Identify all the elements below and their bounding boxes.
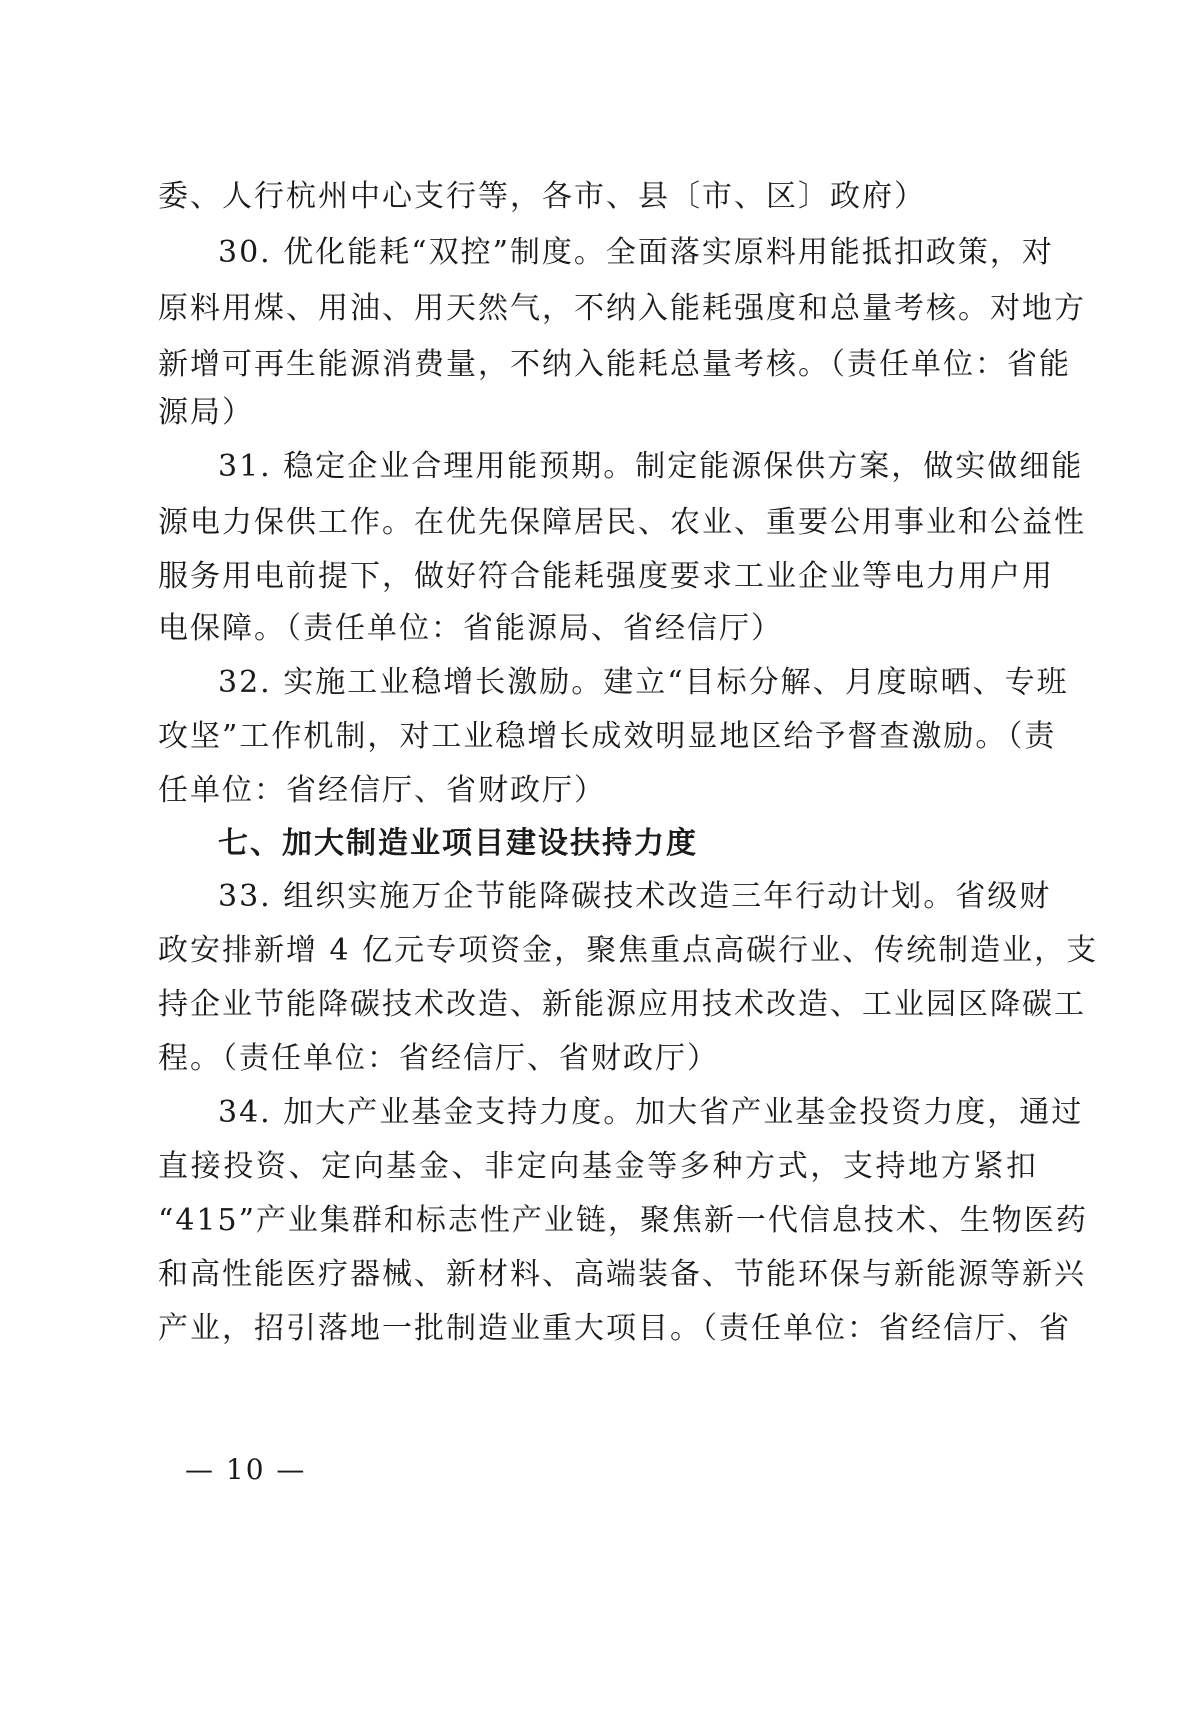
item-32-title-line: 32. 实施工业稳增长激励。建立“目标分解、月度晾晒、专班 [218, 665, 1069, 700]
page-number: — 10 — [185, 1453, 307, 1486]
text-line: 源局） [158, 395, 254, 430]
text-line: 政安排新增 4 亿元专项资金，聚焦重点高碳行业、传统制造业，支 [158, 933, 1099, 968]
text-line: 新增可再生能源消费量，不纳入能耗总量考核。（责任单位：省能 [158, 347, 1071, 382]
text-line: 委、人行杭州中心支行等，各市、县〔市、区〕政府） [158, 179, 926, 214]
item-33-title-line: 33. 组织实施万企节能降碳技术改造三年行动计划。省级财 [218, 879, 1052, 914]
text-line: 和高性能医疗器械、新材料、高端装备、节能环保与新能源等新兴 [158, 1257, 1086, 1292]
text-line: 任单位：省经信厅、省财政厅） [158, 773, 606, 808]
text-line: 产业，招引落地一批制造业重大项目。（责任单位：省经信厅、省 [158, 1311, 1071, 1346]
text-line: 持企业节能降碳技术改造、新能源应用技术改造、工业园区降碳工 [158, 987, 1086, 1022]
text-line: 源电力保供工作。在优先保障居民、农业、重要公用事业和公益性 [158, 505, 1086, 540]
section-heading: 七、加大制造业项目建设扶持力度 [218, 826, 698, 861]
item-31-title-line: 31. 稳定企业合理用能预期。制定能源保供方案，做实做细能 [218, 449, 1084, 484]
text-line: “415”产业集群和标志性产业链，聚焦新一代信息技术、生物医药 [158, 1203, 1088, 1238]
item-34-title-line: 34. 加大产业基金支持力度。加大省产业基金投资力度，通过 [218, 1095, 1084, 1130]
text-line: 攻坚”工作机制，对工业稳增长成效明显地区给予督查激励。（责 [158, 719, 1057, 754]
text-line: 电保障。（责任单位：省能源局、省经信厅） [158, 611, 783, 646]
text-line: 直接投资、定向基金、非定向基金等多种方式，支持地方紧扣 [158, 1149, 1038, 1184]
text-line: 程。（责任单位：省经信厅、省财政厅） [158, 1041, 719, 1076]
item-30-title-line: 30. 优化能耗“双控”制度。全面落实原料用能抵扣政策，对 [218, 235, 1054, 270]
text-line: 服务用电前提下，做好符合能耗强度要求工业企业等电力用户用 [158, 559, 1054, 594]
text-line: 原料用煤、用油、用天然气，不纳入能耗强度和总量考核。对地方 [158, 291, 1086, 326]
